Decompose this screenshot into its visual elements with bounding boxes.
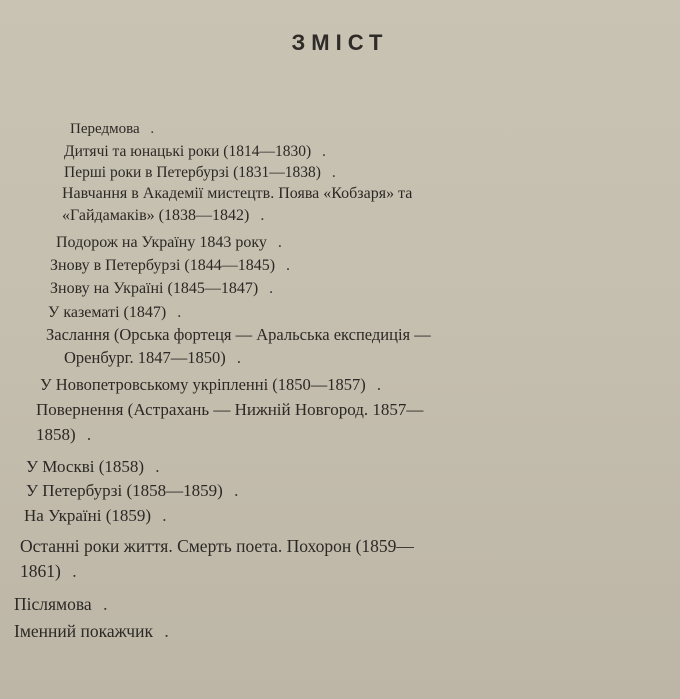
entry-title: У Новопетровському укріпленні (1850—1857) (40, 375, 366, 394)
leader-dots: . (266, 234, 289, 251)
leader-dots: . (311, 143, 333, 160)
leader-dots: . (275, 257, 298, 274)
entry-title-cont: Оренбург. 1847—1850) (64, 348, 226, 367)
leader-dots: . (249, 207, 272, 224)
leader-dots: . (365, 375, 389, 394)
leader-dots: . (320, 164, 343, 181)
entry-title: Знову на Україні (1845—1847) (50, 280, 259, 297)
entry-title-cont: 1858) (36, 425, 76, 444)
entry-title: Навчання в Академії мистецтв. Поява «Кобзаря» та (62, 185, 413, 202)
entry-title: У Петербурзі (1858—1859) (26, 481, 223, 500)
entry-title-cont: «Гайдамаків» (1838—1842) (62, 207, 250, 224)
entry-title: Перші роки в Петербурзі (1831—1838) (64, 164, 321, 181)
leader-dots: . (225, 348, 248, 367)
entry-title: Іменний покажчик (14, 621, 153, 641)
entry-title: Знову в Петербурзі (1844—1845) (50, 257, 276, 274)
leader-dots: . (151, 506, 174, 525)
entry-title: Дитячі та юнацькі роки (1814—1830) (64, 143, 312, 160)
leader-dots: . (258, 280, 281, 297)
entry-title: Подорож на Україну 1843 року (56, 234, 267, 251)
leader-dots: . (91, 594, 115, 614)
leader-dots: . (60, 561, 84, 581)
page-title: ЗМІСТ (291, 30, 389, 55)
entry-title: Заслання (Орська фортеця — Аральська експедиція — (46, 325, 431, 344)
leader-dots: . (222, 481, 246, 500)
entry-title-cont: 1861) (20, 561, 61, 581)
leader-dots: . (75, 425, 99, 444)
entry-title: Передмова (70, 121, 140, 137)
leader-dots: . (139, 121, 162, 137)
leader-dots: . (166, 304, 189, 321)
entry-title: Післямова (14, 594, 92, 614)
leader-dots: . (144, 457, 167, 476)
entry-title: На Україні (1859) (24, 506, 152, 525)
entry-title: У Москві (1858) (26, 457, 145, 476)
entry-title: Останні роки життя. Смерть поета. Похорон (1859— (20, 536, 414, 556)
entry-title: У казематі (1847) (48, 304, 167, 321)
entry-title: Повернення (Астрахань — Нижній Новгород. 1857— (36, 400, 424, 419)
leader-dots: . (152, 621, 176, 641)
